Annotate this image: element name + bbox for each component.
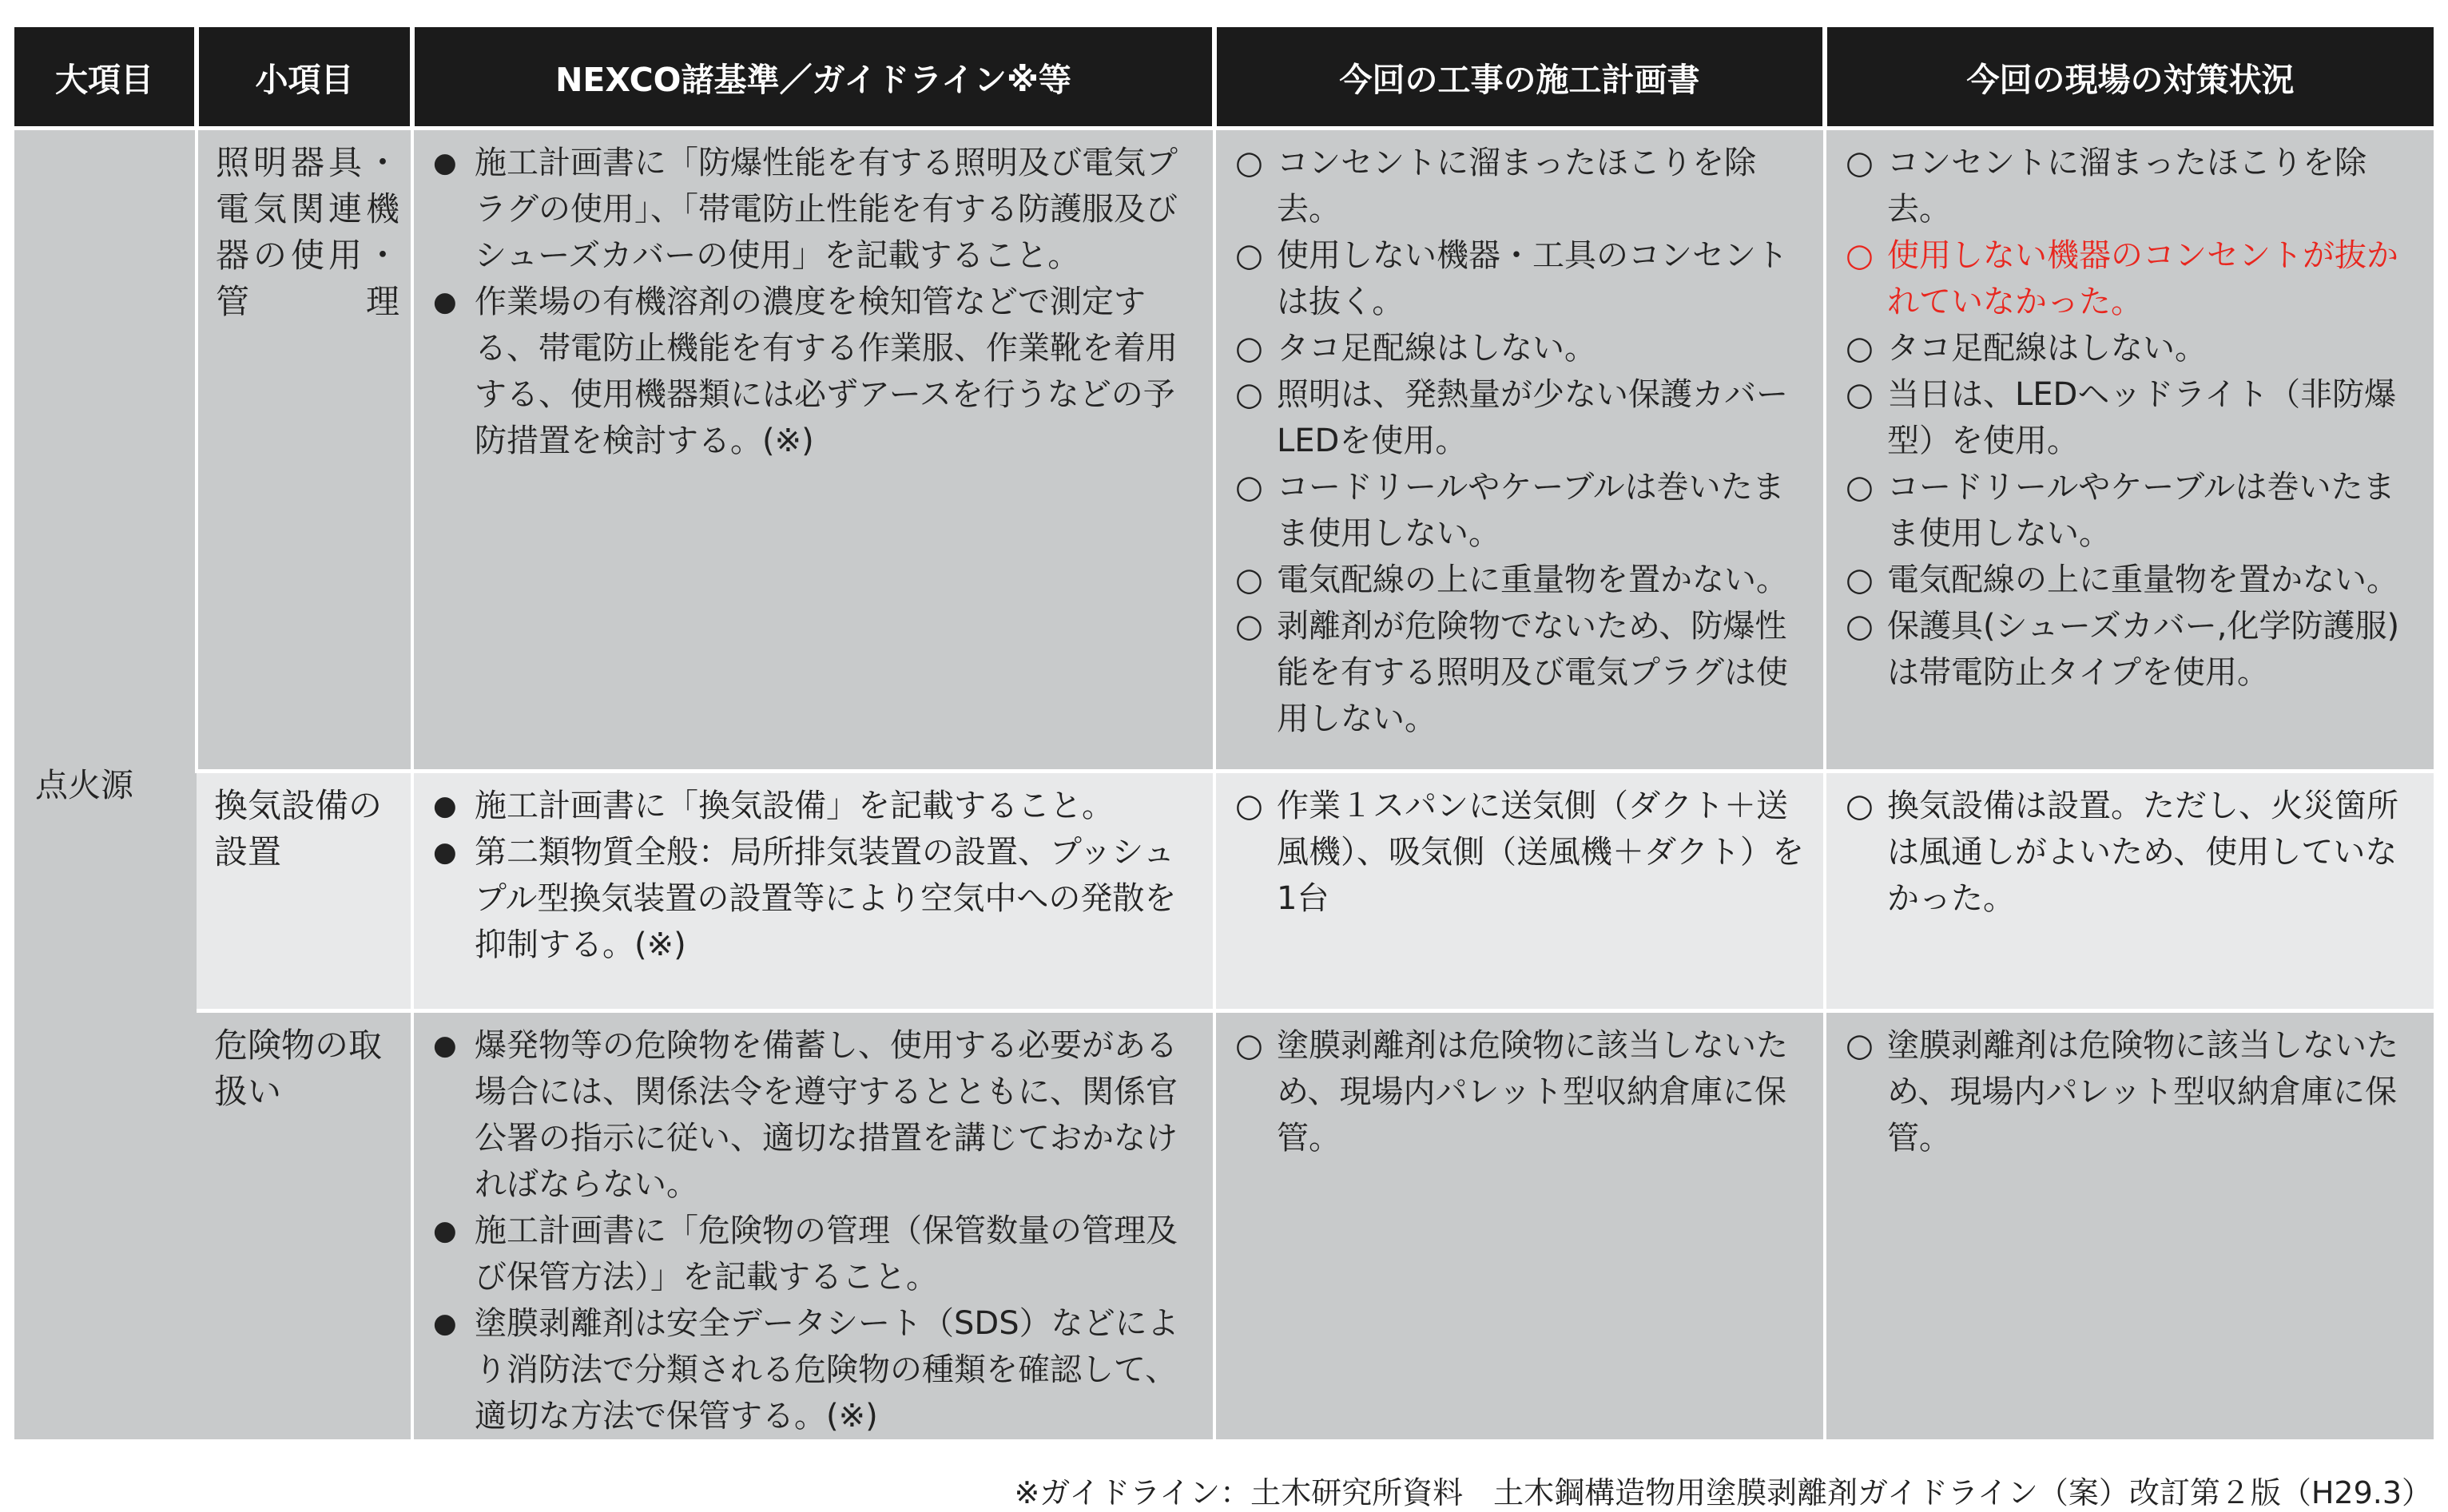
list-item: ● 作業場の有機溶剤の濃度を検知管などで測定する、帯電防止機能を有する作業服、作業靴を着用する、使用機器類には必ずアースを行うなどの予防措置を検討する。(※) [425,279,1202,464]
list-item-highlighted: ○ 使用しない機器のコンセントが抜かれていなかった。 [1838,232,2422,325]
list-item: ○ コンセントに溜まったほこりを除去。 [1838,140,2422,232]
list-item: ○ 換気設備は設置。ただし、火災箇所は風通しがよいため、使用していなかった。 [1838,783,2422,922]
sub-item-label: 換気設備の設置 [214,786,383,871]
list-item: ● 塗膜剥離剤は安全データシート（SDS）などにより消防法で分類される危険物の種類を確認して、適切な方法で保管する。(※) [425,1300,1202,1439]
sub-item-cell [197,772,412,1011]
table-row [14,772,2434,1011]
list-item: ○ 作業１スパンに送気側（ダクト＋送風機）、吸気側（送風機＋ダクト）を1台 [1227,783,1812,922]
standards-list [425,783,1202,968]
list-item: ○ コードリールやケーブルは巻いたまま使用しない。 [1227,464,1812,557]
list-item: ○ 当日は、LEDヘッドライト（非防爆型）を使用。 [1838,371,2422,464]
list-item: ○ コンセントに溜まったほこりを除去。 [1227,140,1812,232]
standards-list [425,140,1202,464]
list-item: ○ 使用しない機器・工具のコンセントは抜く。 [1227,232,1812,325]
standards-list [425,1022,1202,1439]
header-standards: NEXCO諸基準／ガイドライン※等 [412,27,1214,129]
sub-item-label: 危険物の取扱い [214,1026,383,1111]
list-item: ● 施工計画書に「防爆性能を有する照明及び電気プラグの使用」、「帯電防止性能を有する防護服及びシューズカバーの使用」を記載すること。 [425,140,1202,279]
list-item: ● 施工計画書に「危険物の管理（保管数量の管理及び保管方法）」を記載すること。 [425,1208,1202,1300]
status-cell [1825,129,2434,772]
header-site-status: 今回の現場の対策状況 [1825,27,2434,129]
list-item: ○ コードリールやケーブルは巻いたまま使用しない。 [1838,464,2422,557]
countermeasure-table [14,27,2434,1439]
list-item: ○ 照明は、発熱量が少ない保護カバーLEDを使用。 [1227,371,1812,464]
plan-list [1227,1022,1812,1161]
plan-cell [1214,1011,1825,1440]
plan-cell [1214,772,1825,1011]
sub-item-cell [197,129,412,772]
list-item: ● 爆発物等の危険物を備蓄し、使用する必要がある場合には、関係法令を遵守するとともに、関係官公署の指示に従い、適切な措置を講じておかなければならない。 [425,1022,1202,1208]
plan-list [1227,783,1812,922]
list-item: ○ タコ足配線はしない。 [1227,325,1812,371]
list-item: ○ 塗膜剥離剤は危険物に該当しないため、現場内パレット型収納倉庫に保管。 [1838,1022,2422,1161]
plan-cell [1214,129,1825,772]
list-item: ○ 電気配線の上に重量物を置かない。 [1838,557,2422,603]
footnote: ※ガイドライン：土木研究所資料 土木鋼構造物用塗膜剥離剤ガイドライン（案）改訂第２版（H29.3） [1014,1475,2432,1510]
header-major-item: 大項目 [14,27,197,129]
list-item: ○ 塗膜剥離剤は危険物に該当しないため、現場内パレット型収納倉庫に保管。 [1227,1022,1812,1161]
list-item: ○ 剥離剤が危険物でないため、防爆性能を有する照明及び電気プラグは使用しない。 [1227,603,1812,742]
list-item: ○ 保護具(シューズカバー,化学防護服)は帯電防止タイプを使用。 [1838,603,2422,696]
sub-item-label: 照明器具・電気関連機器の使用・管理 [216,143,399,321]
list-item: ● 施工計画書に「換気設備」を記載すること。 [425,783,1202,829]
status-list [1838,140,2422,696]
list-item: ● 第二類物質全般：局所排気装置の設置、プッシュプル型換気装置の設置等により空気中への発散を抑制する。(※) [425,829,1202,968]
header-construction-plan: 今回の工事の施工計画書 [1214,27,1825,129]
list-item: ○ タコ足配線はしない。 [1838,325,2422,371]
status-cell [1825,772,2434,1011]
table-row [14,129,2434,772]
standards-cell [412,1011,1214,1440]
category-cell: 点火源 [14,129,197,1440]
status-list [1838,1022,2422,1161]
table-header-row [14,27,2434,129]
standards-cell [412,129,1214,772]
list-item: ○ 電気配線の上に重量物を置かない。 [1227,557,1812,603]
plan-list [1227,140,1812,742]
header-sub-item: 小項目 [197,27,412,129]
status-list [1838,783,2422,922]
table-row [14,1011,2434,1440]
standards-cell [412,772,1214,1011]
status-cell [1825,1011,2434,1440]
sub-item-cell [197,1011,412,1440]
